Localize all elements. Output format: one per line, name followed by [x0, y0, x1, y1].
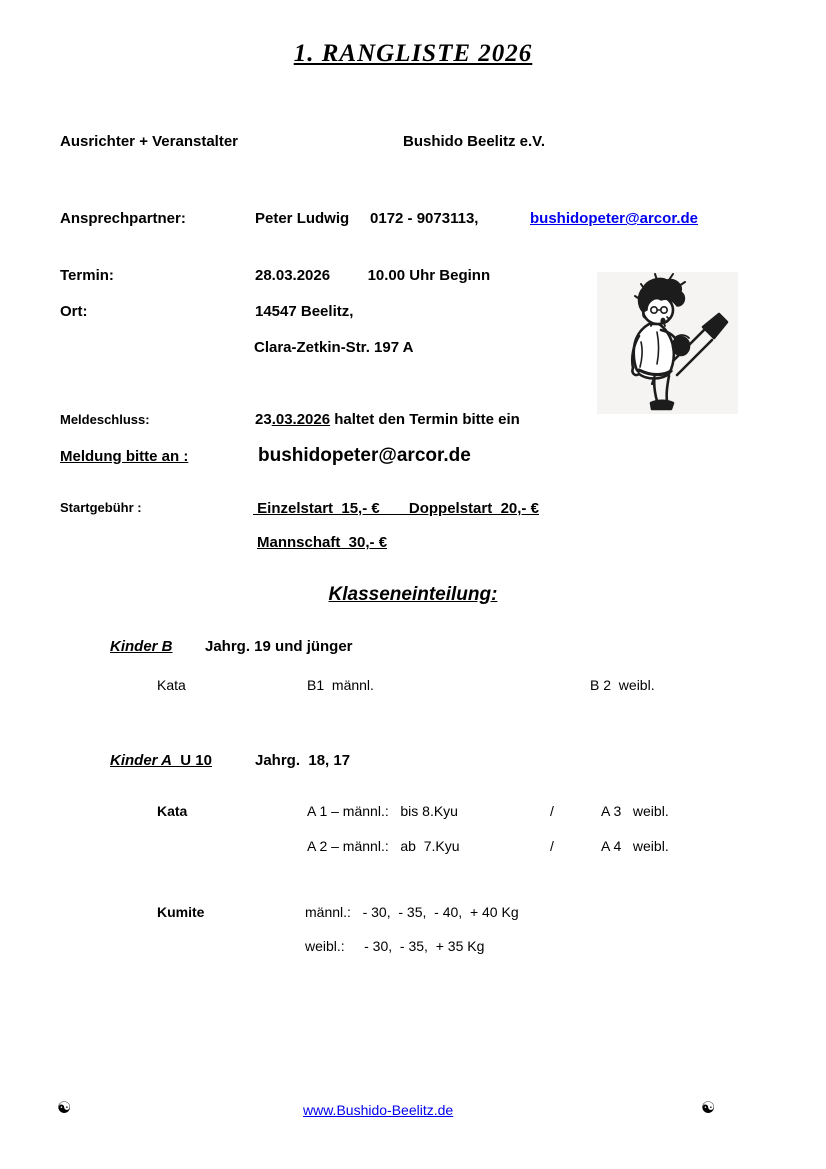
kata-row-separator: /: [550, 838, 554, 854]
karate-kick-illustration: [597, 272, 738, 414]
kinder-b-title: Kinder B: [110, 638, 173, 655]
location-street: Clara-Zetkin-Str. 197 A: [254, 339, 414, 356]
kata-row-female: A 4 weibl.: [601, 838, 669, 854]
kinder-a-subtitle: U 10: [171, 752, 212, 769]
footer-website-link[interactable]: www.Bushido-Beelitz.de: [303, 1102, 454, 1118]
kumite-label: Kumite: [157, 904, 205, 920]
deadline-date-prefix: 23: [255, 411, 272, 428]
kinder-b-kata-label: Kata: [157, 677, 186, 693]
kata-row-female: A 3 weibl.: [601, 803, 669, 819]
kumite-male-weights: männl.: - 30, - 35, - 40, + 40 Kg: [305, 904, 519, 920]
yin-yang-icon: ☯: [701, 1100, 716, 1117]
fee-line-single-double: Einzelstart 15,- € Doppelstart 20,- €: [253, 500, 539, 517]
classes-heading: Klasseneinteilung:: [328, 584, 498, 605]
contact-email-link[interactable]: bushidopeter@arcor.de: [530, 210, 698, 227]
fee-label: Startgebühr :: [60, 500, 142, 515]
yin-yang-icon: ☯: [57, 1100, 72, 1117]
kinder-a-kata-label: Kata: [157, 803, 188, 819]
deadline-date-underlined: .03.2026: [271, 411, 331, 428]
deadline-label: Meldeschluss:: [60, 412, 150, 427]
organizer-value: Bushido Beelitz e.V.: [403, 133, 545, 150]
kinder-a-heading: [110, 752, 212, 769]
kata-row-separator: /: [550, 803, 554, 819]
location-label: Ort:: [60, 303, 88, 320]
registration-email: bushidopeter@arcor.de: [258, 445, 471, 466]
deadline-note: haltet den Termin bitte ein: [330, 411, 520, 428]
kata-row-male: A 1 – männl.: bis 8.Kyu: [307, 803, 458, 819]
karate-kid-image: [597, 272, 738, 414]
location-city: 14547 Beelitz,: [255, 303, 354, 320]
deadline-value: [255, 411, 520, 428]
date-label: Termin:: [60, 267, 114, 284]
date-value: 28.03.2026 10.00 Uhr Beginn: [255, 267, 491, 284]
kinder-b-age: Jahrg. 19 und jünger: [205, 638, 353, 655]
organizer-label: Ausrichter + Veranstalter: [60, 133, 239, 150]
registration-label: Meldung bitte an :: [60, 448, 189, 465]
kinder-a-title: Kinder A: [110, 752, 172, 769]
fee-line-team: Mannschaft 30,- €: [257, 534, 388, 551]
kumite-female-weights: weibl.: - 30, - 35, + 35 Kg: [305, 938, 485, 954]
kinder-b-kata-male: B1 männl.: [307, 677, 374, 693]
kinder-b-kata-female: B 2 weibl.: [590, 677, 655, 693]
kinder-a-age: Jahrg. 18, 17: [255, 752, 351, 769]
contact-label: Ansprechpartner:: [60, 210, 186, 227]
page-title: 1. RANGLISTE 2026: [293, 40, 533, 67]
contact-name-phone: Peter Ludwig 0172 - 9073113,: [255, 210, 479, 227]
kata-row-male: A 2 – männl.: ab 7.Kyu: [307, 838, 460, 854]
